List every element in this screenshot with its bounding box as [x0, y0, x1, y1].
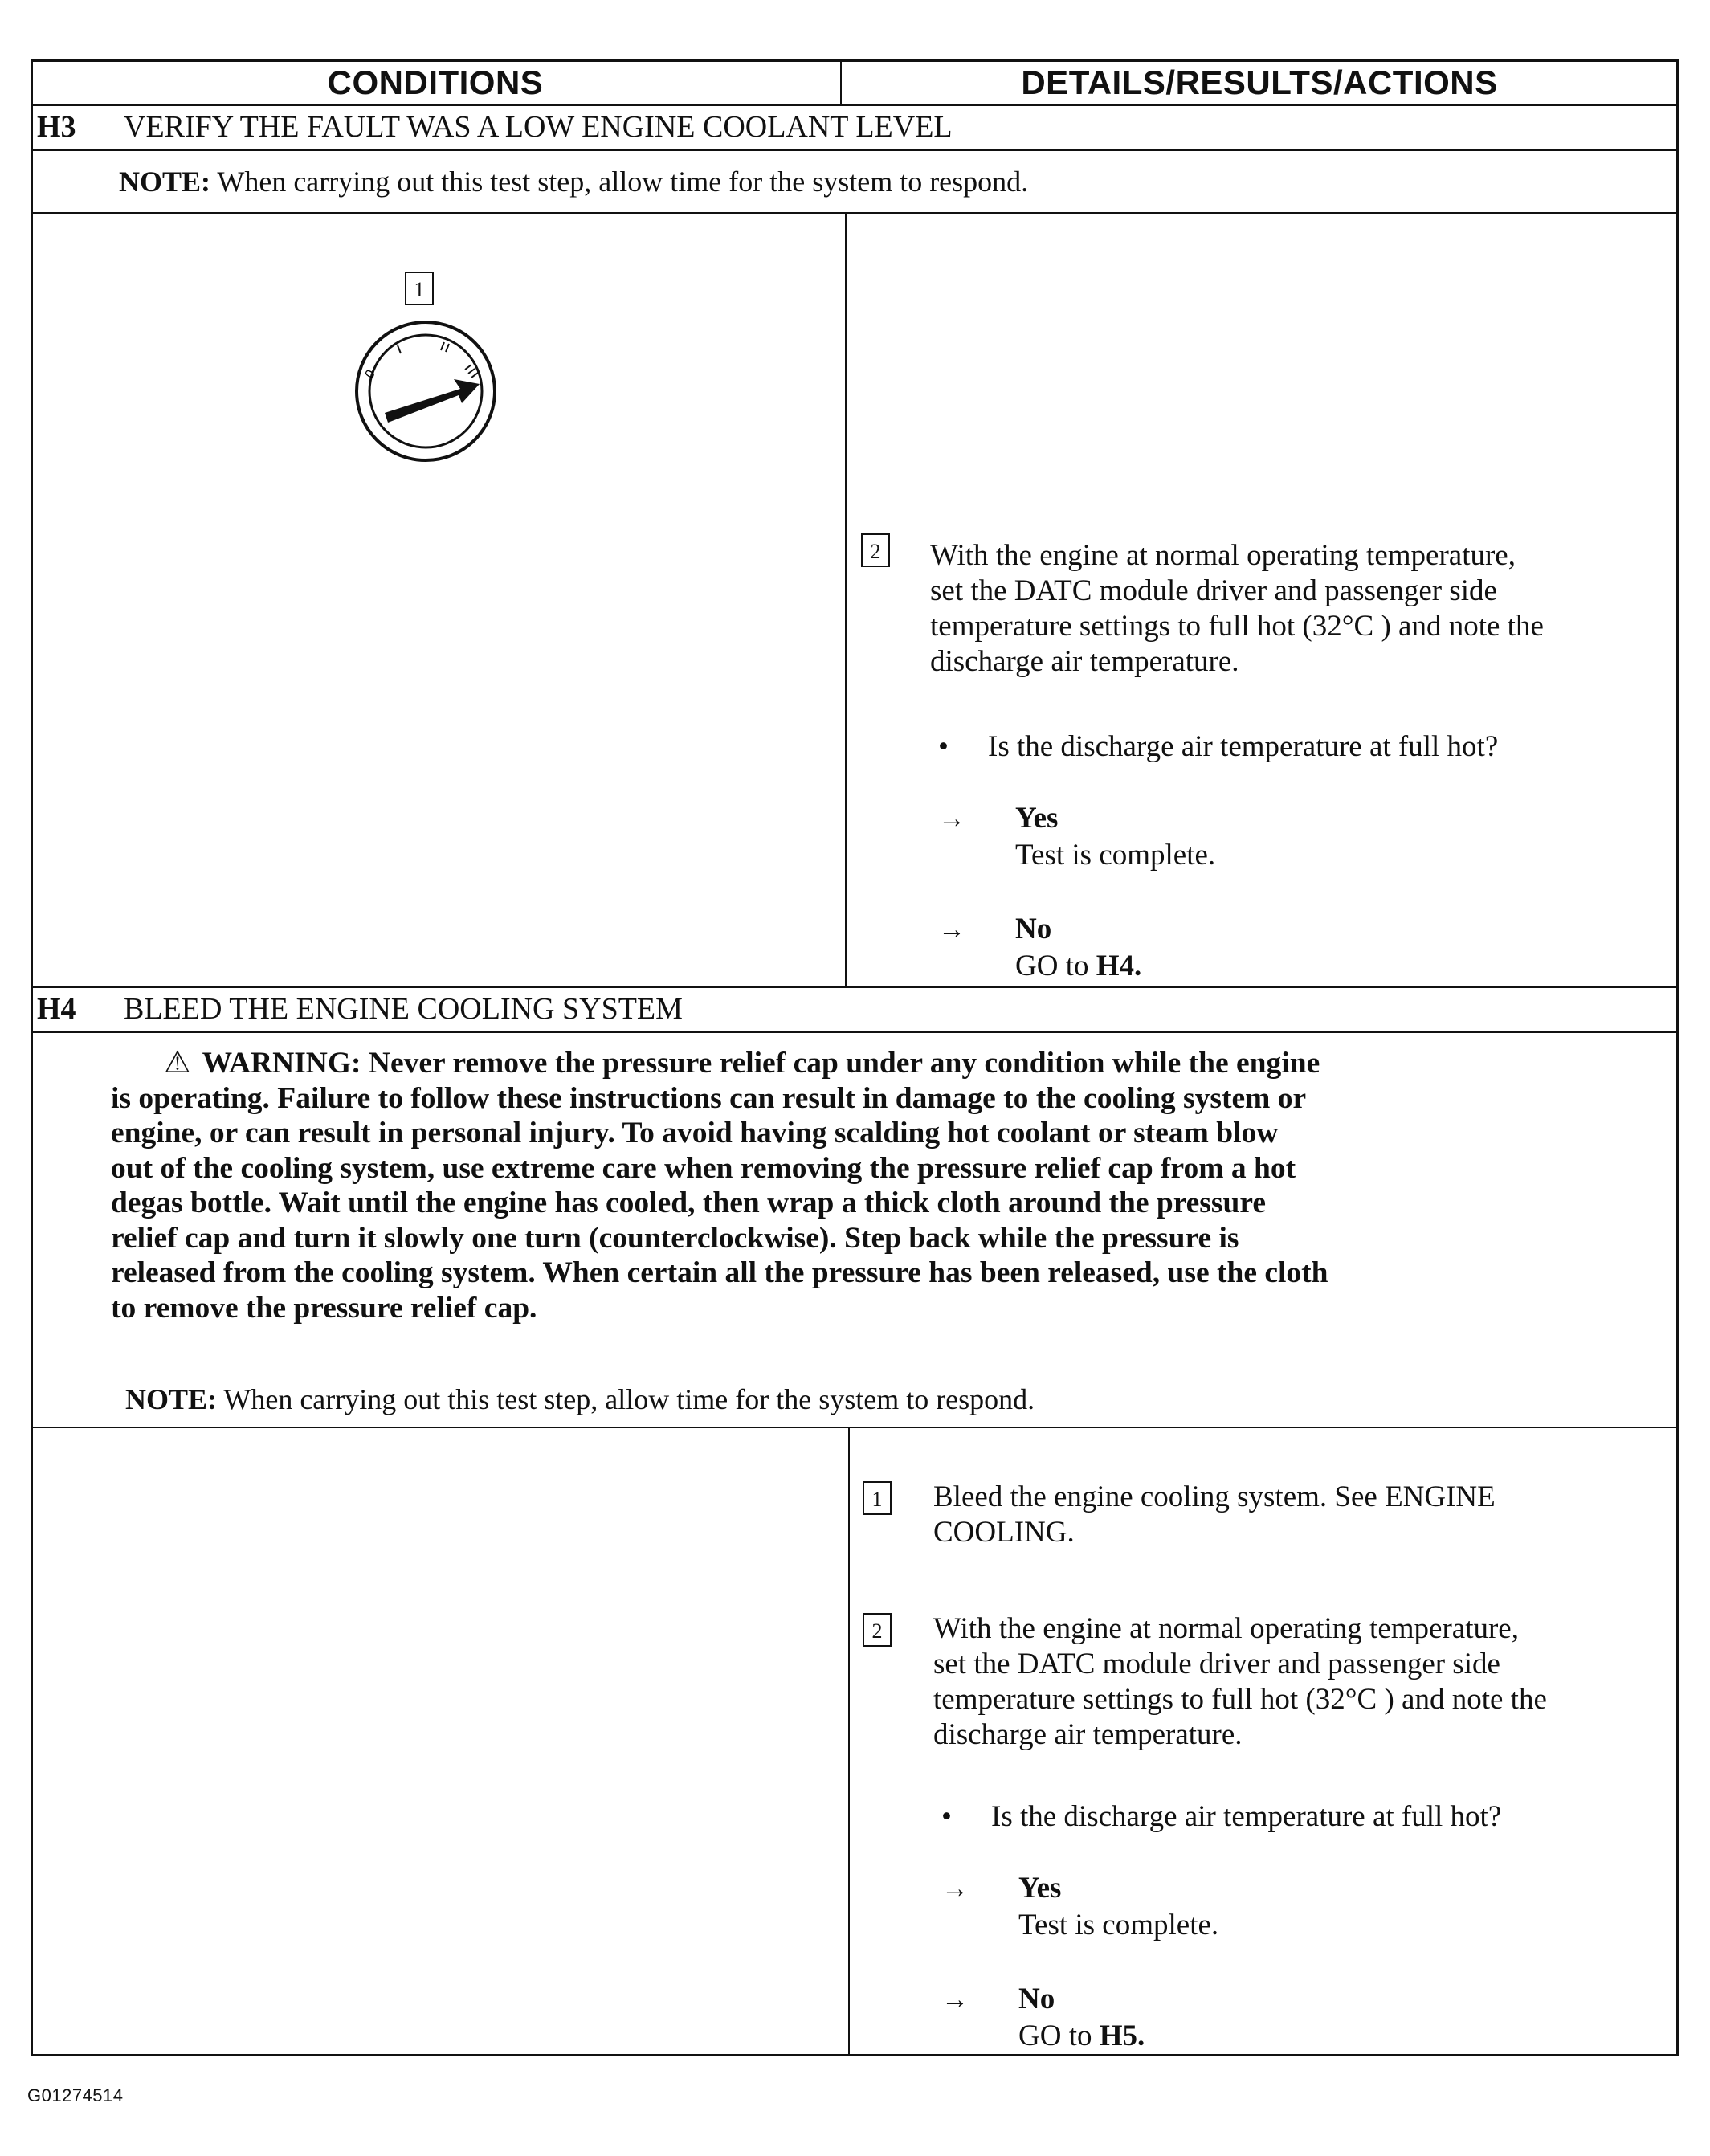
h3-yes-branch — [1015, 800, 1215, 874]
rule-h4-title — [31, 1031, 1679, 1033]
h4-question-bullet: • — [941, 1800, 952, 1833]
h3-no-target: H4. — [1096, 949, 1142, 982]
divider-h4 — [848, 1427, 850, 2055]
h3-title: VERIFY THE FAULT WAS A LOW ENGINE COOLANT LEVEL — [124, 110, 953, 144]
header-conditions: CONDITIONS — [327, 63, 544, 101]
h3-yes-arrow-icon: → — [938, 804, 965, 834]
h4-yes-branch — [1018, 1870, 1218, 1944]
rule-h3-title — [31, 149, 1679, 151]
h3-question: Is the discharge air temperature at full hot? — [988, 730, 1499, 763]
h3-note — [119, 164, 1028, 199]
h4-note-label: NOTE: — [125, 1383, 218, 1415]
h3-step2-line: discharge air temperature. — [930, 645, 1239, 678]
ignition-switch-icon — [349, 315, 502, 468]
h4-step2-line: discharge air temperature. — [933, 1718, 1243, 1751]
h4-warning-line: ⚠ WARNING: Never remove the pressure relief cap under any condition while the engine — [164, 1047, 1320, 1080]
h4-step1-line: COOLING. — [933, 1516, 1075, 1549]
h4-warning — [111, 1046, 1637, 1325]
h4-no-target: H5. — [1099, 2019, 1145, 2052]
rule-h3-note — [31, 212, 1679, 214]
h3-step2-text — [930, 538, 1677, 680]
h4-warning-line: released from the cooling system. When certain all the pressure has been released, use the cloth — [111, 1256, 1328, 1289]
h3-no-arrow-icon: → — [938, 915, 965, 945]
h4-step2-number: 2 — [863, 1613, 892, 1647]
h4-step2-line: With the engine at normal operating temperature, — [933, 1612, 1519, 1645]
h3-step2-line: set the DATC module driver and passenger side — [930, 574, 1497, 607]
svg-text:0: 0 — [362, 367, 378, 381]
h3-step2-number: 2 — [861, 533, 890, 567]
h3-note-text: When carrying out this test step, allow time for the system to respond. — [217, 165, 1029, 198]
h3-no-prefix: GO to — [1015, 949, 1096, 982]
header-details: DETAILS/RESULTS/ACTIONS — [1021, 63, 1498, 101]
h4-title: BLEED THE ENGINE COOLING SYSTEM — [124, 992, 683, 1026]
h4-warning-line: is operating. Failure to follow these instructions can result in damage to the cooling system or — [111, 1081, 1307, 1115]
h3-no-branch — [1015, 911, 1141, 985]
figure-code: G01274514 — [27, 2085, 124, 2105]
h4-step2-text — [933, 1611, 1675, 1753]
divider-h3 — [845, 212, 847, 986]
rule-h4-note — [31, 1427, 1679, 1428]
h3-yes-label: Yes — [1015, 802, 1059, 835]
h4-warning-line: degas bottle. Wait until the engine has cooled, then wrap a thick cloth around the pressure — [111, 1186, 1266, 1219]
h4-no-prefix: GO to — [1018, 2019, 1100, 2052]
h4-step2-line: set the DATC module driver and passenger side — [933, 1648, 1500, 1680]
h3-figure-step-number: 1 — [405, 272, 434, 305]
h3-step-id: H3 — [37, 110, 76, 144]
h3-step2-line: temperature settings to full hot (32°C ) and note the — [930, 610, 1544, 643]
h3-note-label: NOTE: — [119, 165, 211, 198]
h4-yes-text: Test is complete. — [1018, 1909, 1219, 1942]
h4-title-row — [37, 986, 683, 1031]
h3-step2-line: With the engine at normal operating temperature, — [930, 539, 1516, 572]
warning-triangle-icon: ⚠ — [164, 1047, 191, 1080]
h3-yes-text: Test is complete. — [1015, 839, 1216, 872]
h4-warning-line: relief cap and turn it slowly one turn (counterclockwise). Step back while the pressure is — [111, 1221, 1239, 1255]
h4-step2-line: temperature settings to full hot (32°C ) and note the — [933, 1683, 1547, 1716]
h4-note-text: When carrying out this test step, allow time for the system to respond. — [223, 1383, 1035, 1415]
h3-question-bullet: • — [938, 730, 949, 763]
h4-question: Is the discharge air temperature at full hot? — [991, 1800, 1502, 1833]
h4-note — [125, 1382, 1035, 1417]
h4-step1-number: 1 — [863, 1481, 892, 1515]
h4-warning-line: to remove the pressure relief cap. — [111, 1291, 537, 1325]
h4-step1-text — [933, 1480, 1672, 1550]
h4-no-branch — [1018, 1981, 1145, 2055]
h4-yes-arrow-icon: → — [941, 1874, 969, 1904]
h4-warning-line: out of the cooling system, use extreme care when removing the pressure relief cap from a hot — [111, 1151, 1296, 1185]
h4-yes-label: Yes — [1018, 1872, 1062, 1905]
h4-no-arrow-icon: → — [941, 1985, 969, 2015]
h4-warning-line: engine, or can result in personal injury. To avoid having scalding hot coolant or steam blow — [111, 1117, 1279, 1149]
h4-step-id: H4 — [37, 992, 76, 1026]
h3-title-row — [37, 104, 953, 149]
h3-no-label: No — [1015, 913, 1052, 945]
h4-step1-line: Bleed the engine cooling system. See ENGINE — [933, 1480, 1496, 1513]
h4-no-label: No — [1018, 1982, 1055, 2015]
diagnostic-table — [31, 59, 1679, 2056]
